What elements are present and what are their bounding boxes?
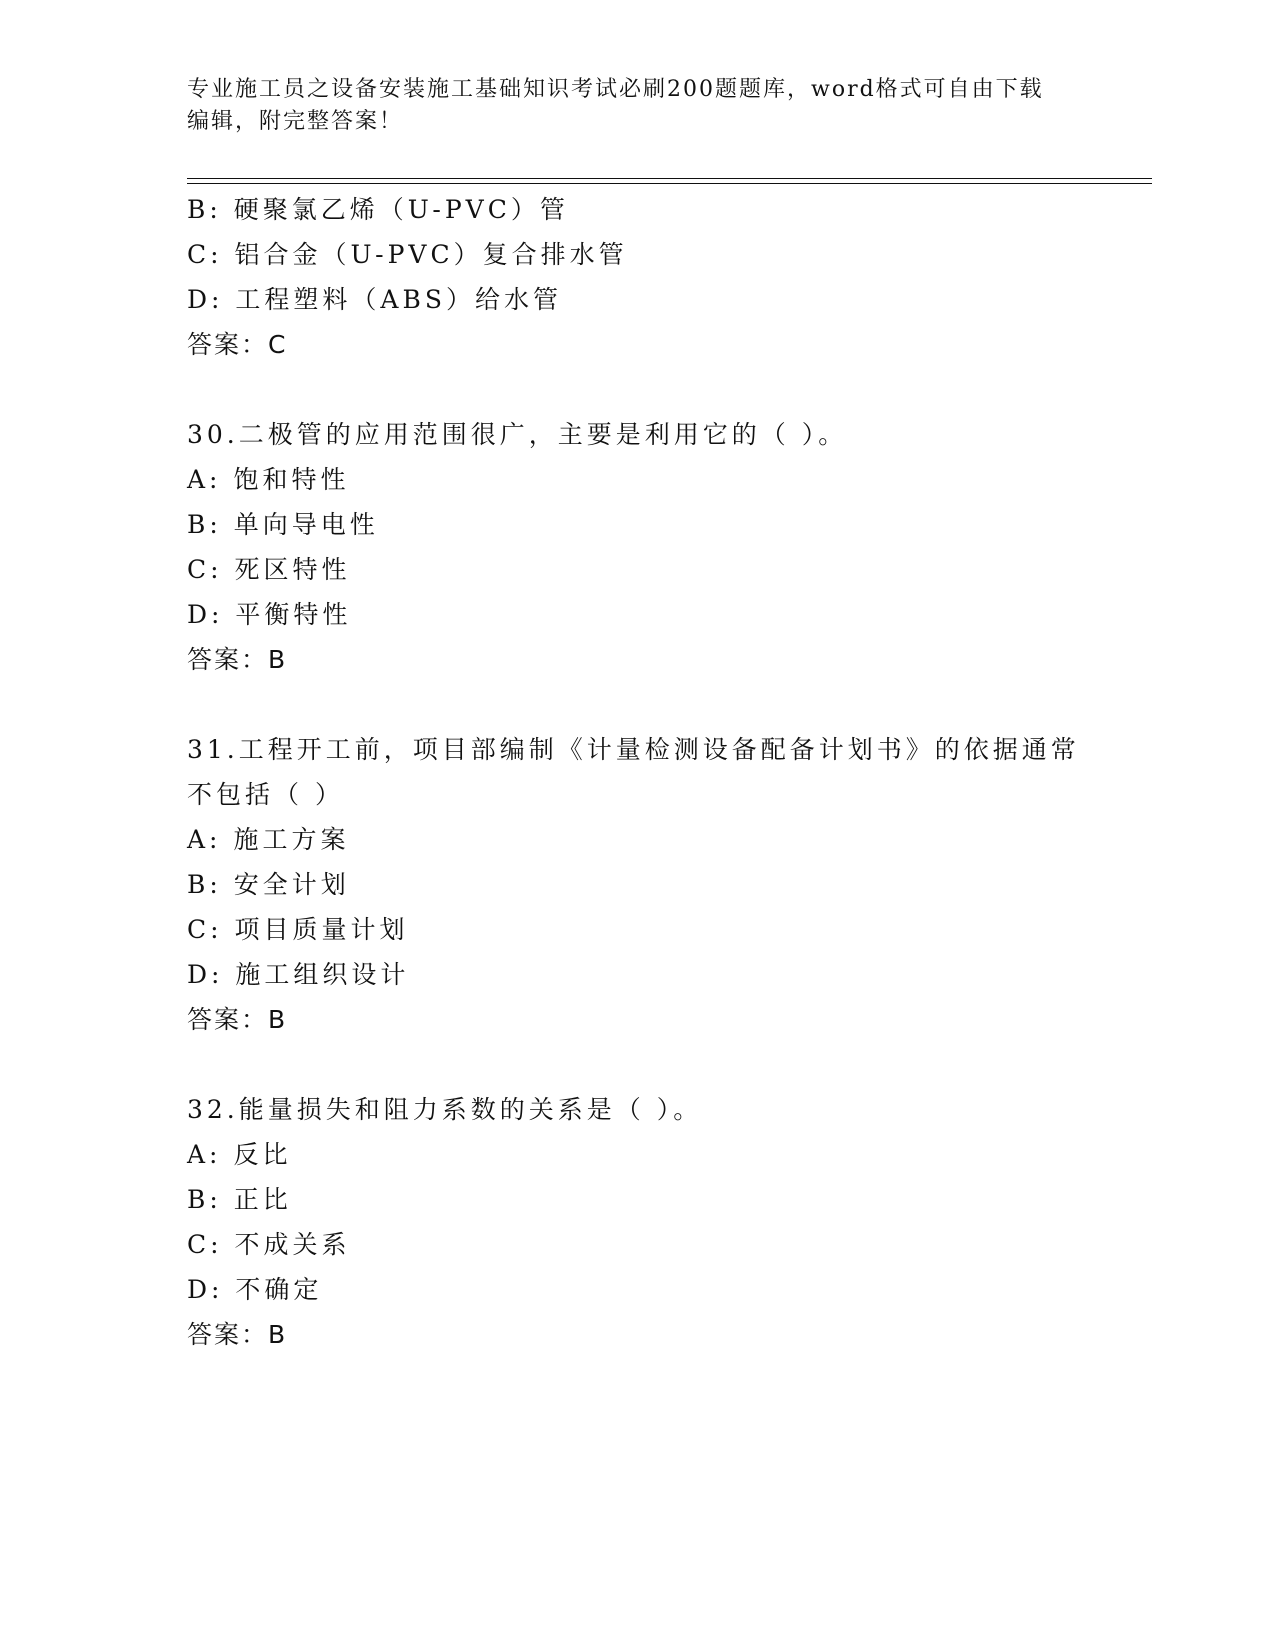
q31-option-c [187,913,409,947]
option-key: B: [187,510,222,539]
q29-option-b [187,193,569,227]
option-text: 饱和特性 [233,465,350,494]
q31-option-a [187,823,349,857]
option-key: C: [187,555,223,584]
q31-option-b [187,868,350,902]
q30-option-d [187,598,351,632]
option-text: 不成关系 [234,1230,351,1259]
option-text: 死区特性 [234,555,351,584]
option-key: B: [187,195,222,224]
q31-stem-line-1: 31.工程开工前，项目部编制《计量检测设备配备计划书》的依据通常 [187,735,1080,764]
q31-option-d [187,958,409,992]
q30-answer: 答案：B [187,645,288,674]
option-text: 不确定 [235,1275,323,1304]
option-key: D: [187,285,224,314]
q29-option-c [187,238,628,272]
option-key: A: [187,1140,222,1169]
option-text: 正比 [233,1185,292,1214]
option-text: 工程塑料（ABS）给水管 [235,285,562,314]
header-title-line-2: 编辑，附完整答案！ [187,109,404,134]
option-text: 硬聚氯乙烯（U-PVC）管 [233,195,569,224]
q32-option-a [187,1138,291,1172]
option-text: 施工组织设计 [235,960,410,989]
q30-option-a [187,463,349,497]
option-text: 铝合金（U-PVC）复合排水管 [234,240,628,269]
q29-answer: 答案：C [187,330,288,359]
option-key: D: [187,1275,224,1304]
q29-option-d [187,283,562,317]
option-text: 安全计划 [233,870,350,899]
q32-stem: 32.能量损失和阻力系数的关系是（ ）。 [187,1095,703,1124]
option-key: C: [187,915,223,944]
q32-option-d [187,1273,322,1307]
header-title-line-1: 专业施工员之设备安装施工基础知识考试必刷200题题库，word格式可自由下载 [187,77,1044,102]
q31-answer: 答案：B [187,1005,288,1034]
document-header [187,74,1067,138]
option-key: A: [187,825,222,854]
q32-option-b [187,1183,292,1217]
option-key: D: [187,600,224,629]
option-text: 施工方案 [233,825,350,854]
header-divider-top [187,178,1152,179]
option-key: B: [187,1185,222,1214]
q30-option-c [187,553,351,587]
option-key: B: [187,870,222,899]
option-text: 反比 [233,1140,292,1169]
option-text: 平衡特性 [235,600,352,629]
q30-stem: 30.二极管的应用范围很广，主要是利用它的（ ）。 [187,420,848,449]
q30-option-b [187,508,379,542]
option-key: D: [187,960,224,989]
option-key: C: [187,1230,223,1259]
option-key: A: [187,465,222,494]
q32-option-c [187,1228,351,1262]
option-key: C: [187,240,223,269]
option-text: 项目质量计划 [234,915,409,944]
q32-answer: 答案：B [187,1320,288,1349]
header-divider-bottom [187,183,1152,184]
option-text: 单向导电性 [233,510,379,539]
q31-stem-line-2: 不包括（ ） [187,780,344,809]
